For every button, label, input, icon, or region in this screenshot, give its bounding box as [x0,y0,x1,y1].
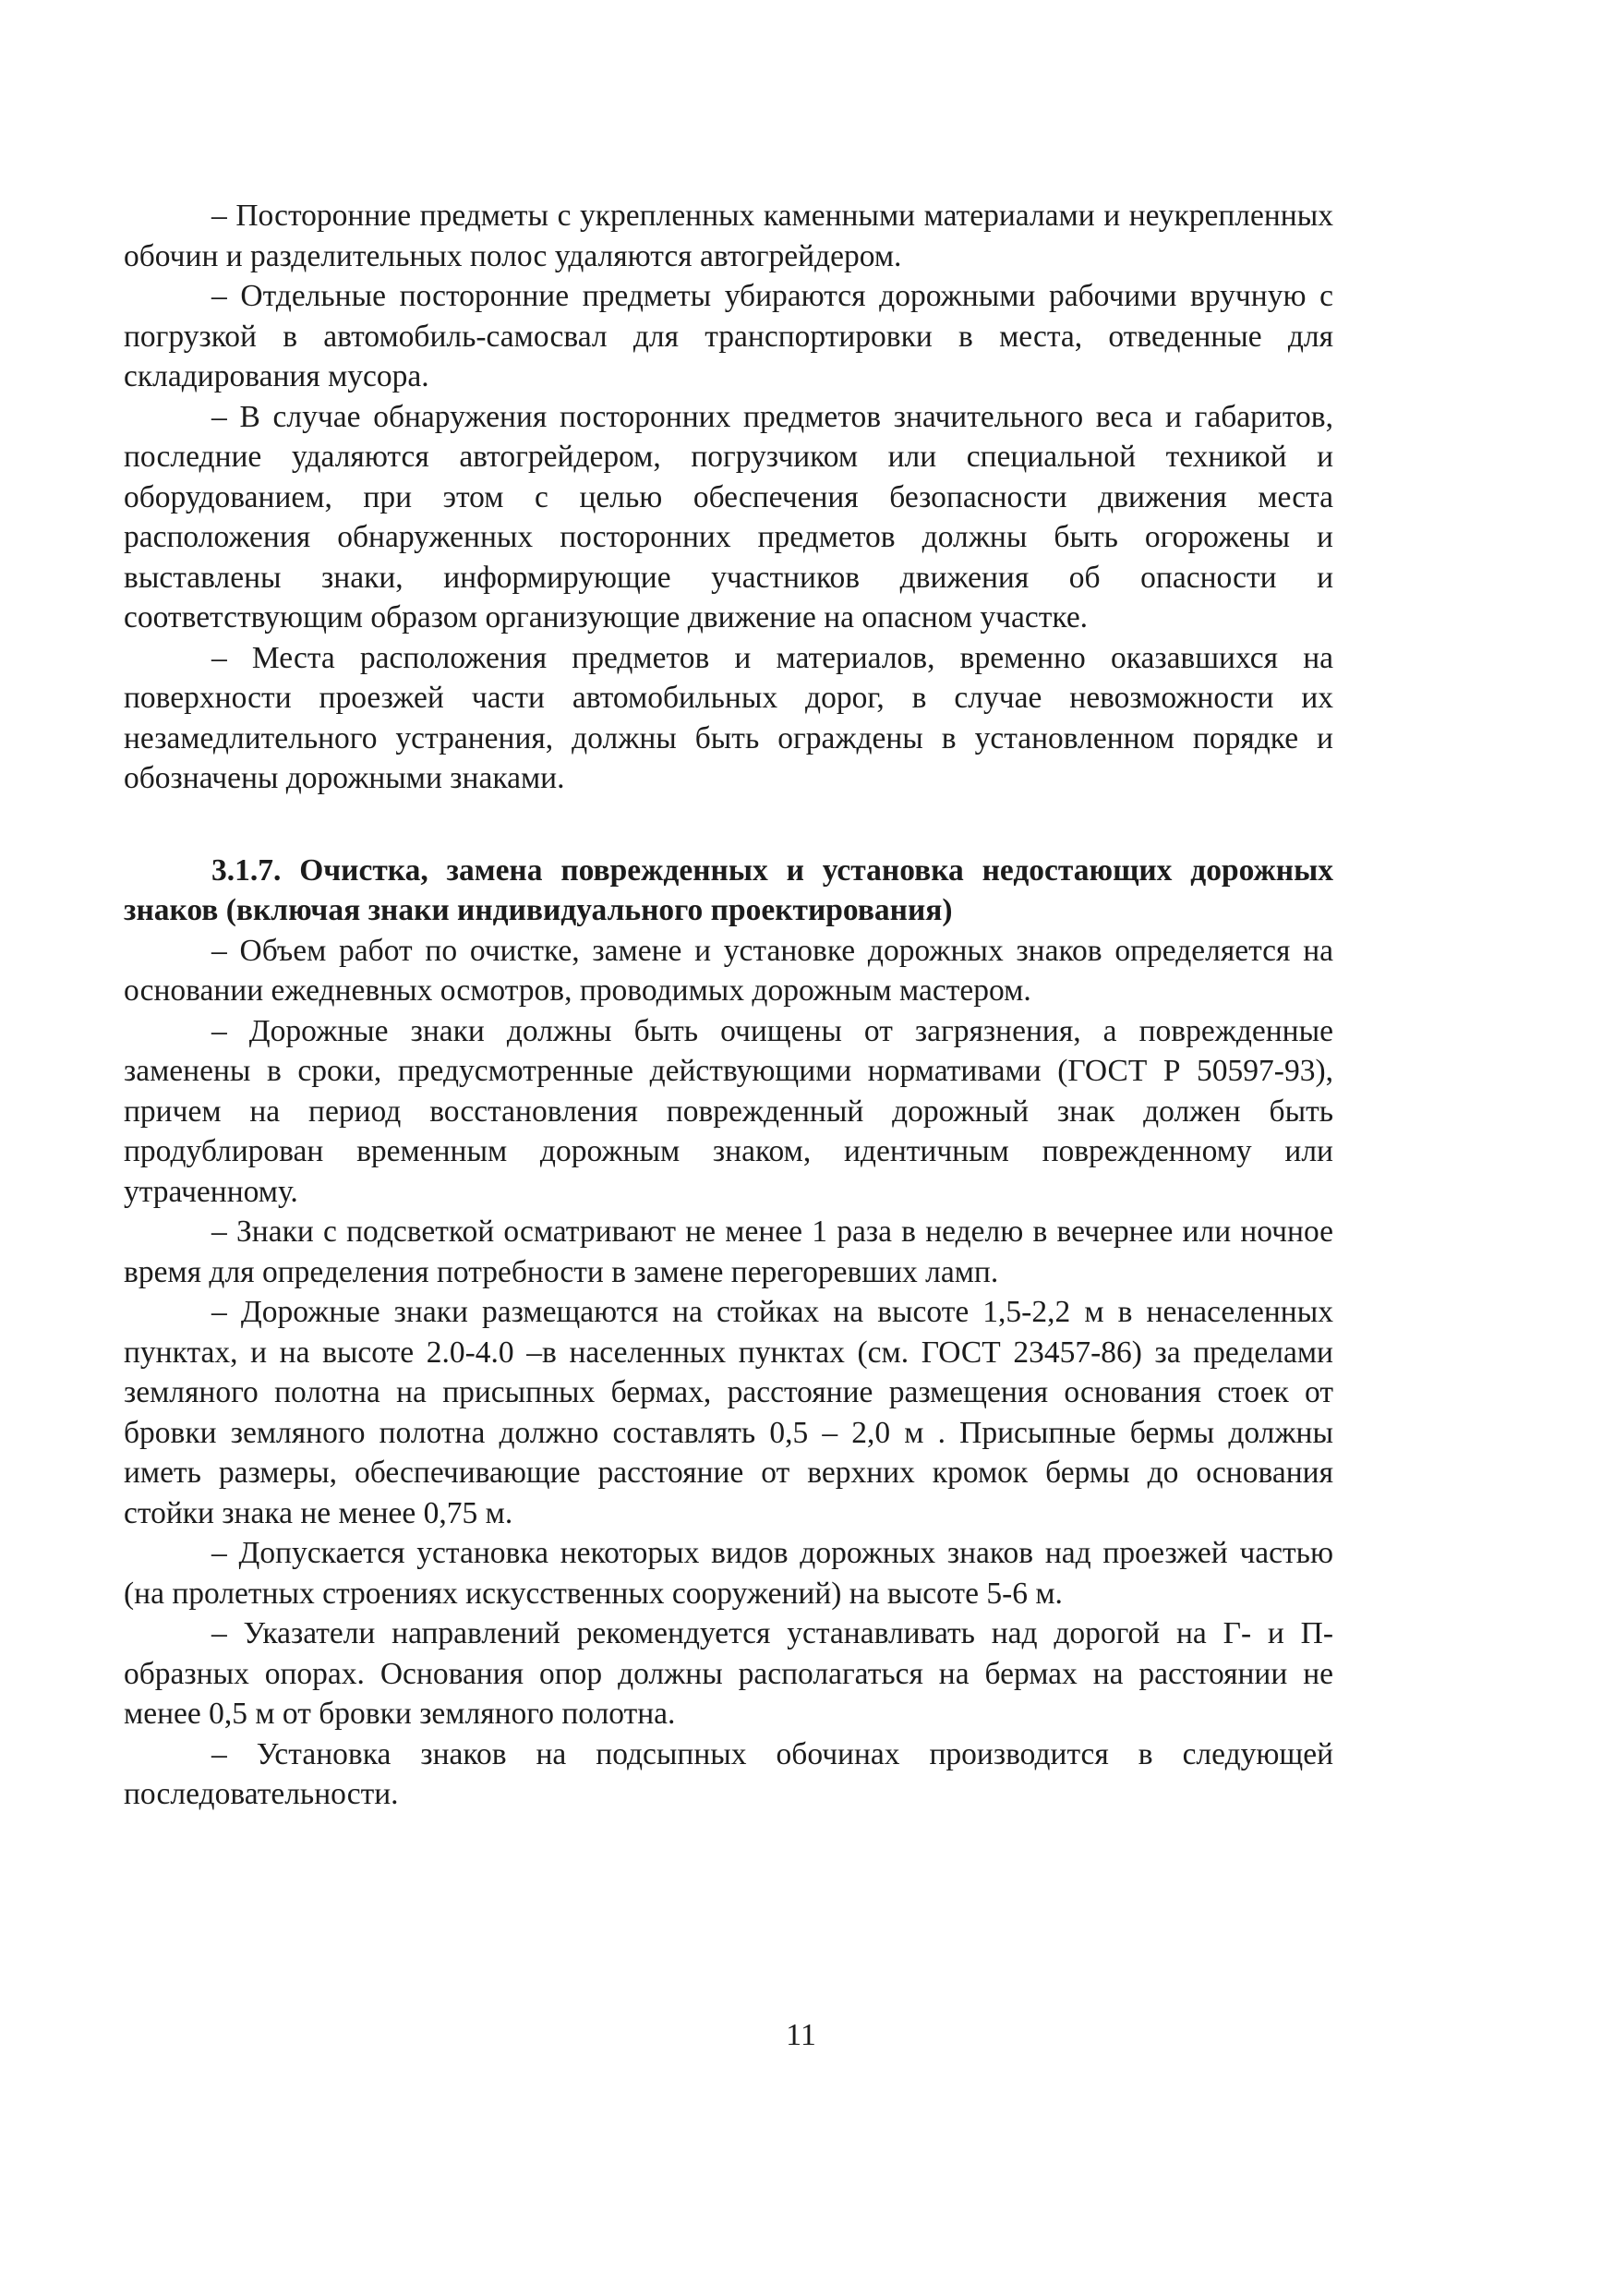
paragraph-sign-placement: – Дорожные знаки размещаются на стойках на высоте 1,5-2,2 м в ненаселенных пунктах, и на высоте 2.0-4.0 –в населенных пунктах (см. ГОСТ 23457-86) за пределами земляного полотна на присыпных бермах, расстояние размещения основания стоек от бровки земляного полотна должно составлять 0,5 – 2,0 м . Присыпные бермы должны иметь размеры, обеспечивающие расстояние от верхних кромок бермы до основания стойки знака не менее 0,75 м. [124,1295,1333,1530]
paragraph-debris-removal: – Посторонние предметы с укрепленных каменными материалами и неукрепленных обочин и разделительных полос удаляются автогрейдером. [124,199,1333,273]
paragraph-sign-cleaning: – Дорожные знаки должны быть очищены от загрязнения, а поврежденные заменены в сроки, предусмотренные действующими нормативами (ГОСТ Р 50597-93), причем на период восстановления поврежденный дорожный знак должен быть продублирован временным дорожным знаком, идентичным поврежденному или утраченному. [124,1013,1333,1209]
paragraph-overhead-signs: – Допускается установка некоторых видов дорожных знаков над проезжей частью (на пролетных строениях искусственных сооружений) на высоте 5-6 м. [124,1536,1333,1611]
page-body [124,196,1333,1815]
section-heading: 3.1.7. Очистка, замена поврежденных и установка недостающих дорожных знаков (включая знаки индивидуального проектирования) [124,852,1333,927]
paragraph-direction-signs: – Указатели направлений рекомендуется устанавливать над дорогой на Г- и П-образных опорах. Основания опор должны располагаться на бермах на расстоянии не менее 0,5 м от бровки земляного полотна. [124,1616,1333,1731]
paragraph-work-volume: – Объем работ по очистке, замене и установке дорожных знаков определяется на основании ежедневных осмотров, проводимых дорожным мастером. [124,933,1333,1008]
paragraph-illuminated-signs: – Знаки с подсветкой осматривают не менее 1 раза в неделю в вечернее или ночное время для определения потребности в замене перегоревших ламп. [124,1214,1333,1289]
paragraph-shoulder-installation: – Установка знаков на подсыпных обочинах производится в следующей последовательности. [124,1736,1333,1811]
paragraph-fencing: – Места расположения предметов и материалов, временно оказавшихся на поверхности проезжей части автомобильных дорог, в случае невозможности их незамедлительного устранения, должны быть ограждены в установленном порядке и обозначены дорожными знаками. [124,640,1333,795]
page-number: 11 [786,2018,816,2052]
paragraph-manual-removal: – Отдельные посторонние предметы убираются дорожными рабочими вручную с погрузкой в автомобиль-самосвал для транспортировки в места, отведенные для складирования мусора. [124,279,1333,393]
paragraph-heavy-objects: – В случае обнаружения посторонних предметов значительного веса и габаритов, последние удаляются автогрейдером, погрузчиком или специальной техникой и оборудованием, при этом с целью обеспечения безопасности движения места расположения обнаруженных посторонних предметов должны быть огорожены и выставлены знаки, информирующие участников движения об опасности и соответствующим образом организующие движение на опасном участке. [124,399,1333,634]
